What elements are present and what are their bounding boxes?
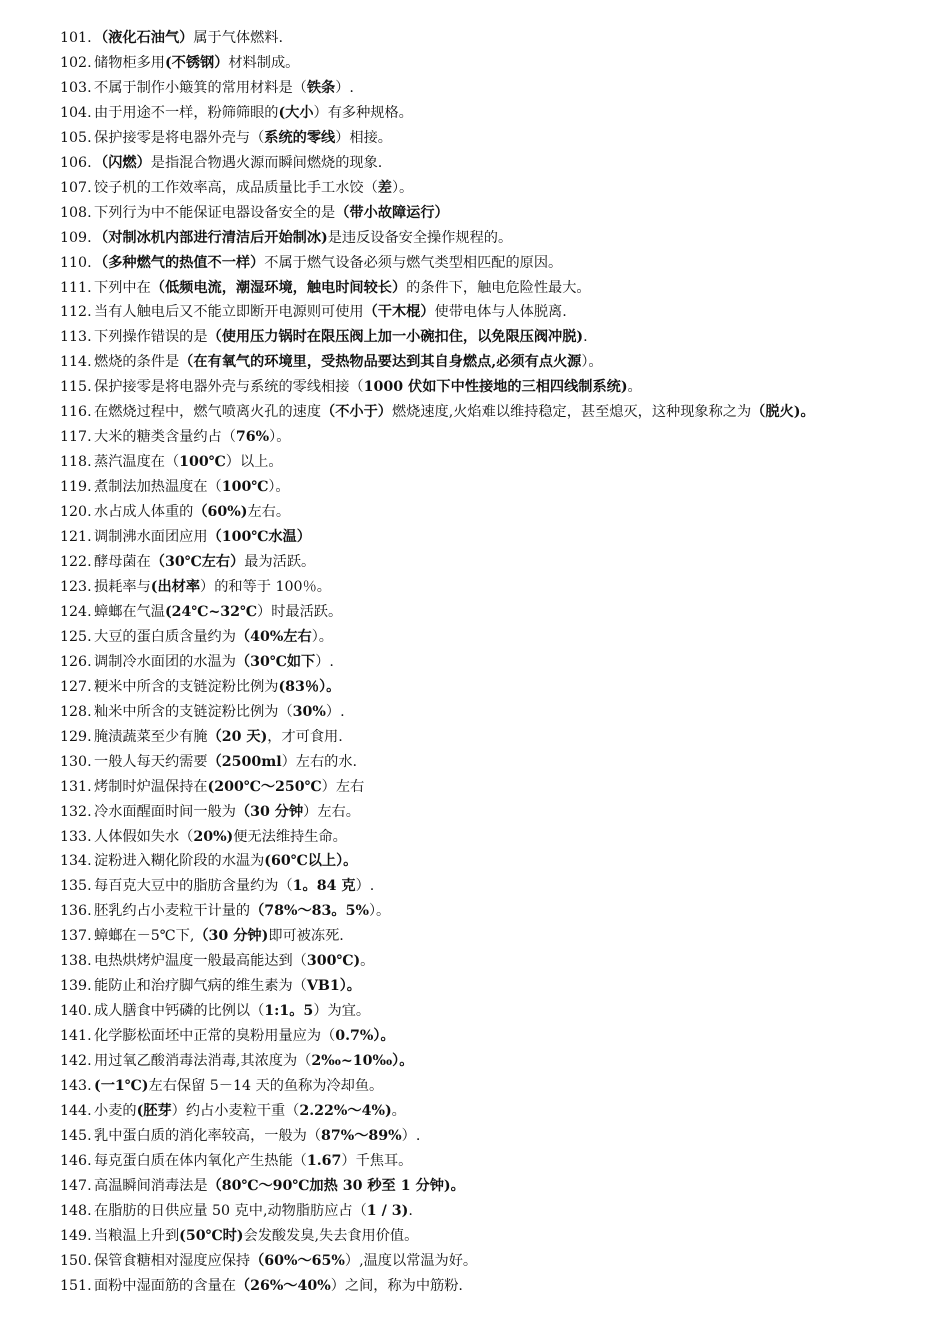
answer-text: （2500ml (207, 753, 282, 770)
question-text: 保管食糖相对湿度应保持 (94, 1252, 251, 1269)
answer-text: （80℃～90℃加热 30 秒至 1 分钟)。 (207, 1177, 465, 1194)
list-item (60, 924, 912, 949)
question-text: 左右。 (247, 504, 291, 521)
question-text: 化学膨松面坯中正常的臭粉用量应为（ (94, 1028, 336, 1045)
question-text: ）。 (269, 429, 291, 446)
item-text (94, 800, 912, 825)
question-text: 不属于制作小簸箕的常用材料是（ (94, 79, 307, 96)
list-item (60, 400, 912, 425)
item-number: 110. (60, 254, 92, 271)
list-item (60, 1024, 912, 1049)
question-text: 由于用途不一样，粉筛筛眼的 (94, 104, 279, 121)
question-text: . (408, 1202, 413, 1219)
question-text: 燃烧速度,火焰难以维持稳定，甚至熄灭，这种现象称之为 (391, 404, 752, 421)
list-item (60, 550, 912, 575)
item-text (94, 874, 912, 899)
question-text: 燃烧的条件是 (94, 354, 180, 371)
list-item (60, 849, 912, 874)
question-text: 水占成人体重的 (94, 504, 194, 521)
question-text: 。 (391, 1102, 406, 1119)
item-text (94, 26, 912, 51)
item-number: 132. (60, 803, 92, 820)
list-item (60, 226, 912, 251)
question-text: 在燃烧过程中，燃气喷离火孔的速度 (94, 404, 322, 421)
question-text: 。 (627, 379, 642, 396)
item-text (94, 1149, 912, 1174)
item-text (94, 750, 912, 775)
answer-text: 76% (235, 429, 270, 446)
question-text: ）以上。 (225, 454, 283, 471)
item-number: 112. (60, 304, 92, 321)
list-item (60, 1249, 912, 1274)
answer-text: （使用压力锅时在限压阀上加一小碗扣住，以免限压阀冲脱) (207, 329, 584, 346)
document-page (60, 26, 912, 1299)
answer-text: （在有氧气的环境里，受热物品要达到其自身燃点,必须有点火源 (179, 354, 582, 371)
question-text: 下列中在 (94, 279, 151, 296)
answer-text: (出材率 (150, 578, 201, 595)
question-text: 保护接零是将电器外壳与（ (94, 129, 265, 146)
item-number: 127. (60, 678, 92, 695)
list-item (60, 151, 912, 176)
item-number: 136. (60, 903, 92, 920)
list-item (60, 101, 912, 126)
item-text (94, 126, 912, 151)
list-item (60, 26, 912, 51)
answer-text: 1.67 (306, 1152, 342, 1169)
question-text: ）左右 (321, 778, 365, 795)
item-text (94, 176, 912, 201)
answer-text: 300℃) (306, 953, 361, 970)
list-item (60, 525, 912, 550)
answer-text: (83％）。 (278, 678, 341, 695)
list-item (60, 1149, 912, 1174)
question-text: 蒸汽温度在（ (94, 454, 180, 471)
item-text (94, 425, 912, 450)
list-item (60, 325, 912, 350)
question-text: 用过氧乙酸消毒法消毒,其浓度为（ (94, 1053, 312, 1070)
item-text (94, 625, 912, 650)
answer-text: （30℃如下 (235, 653, 316, 670)
question-text: 冷水面醒面时间一般为 (94, 803, 236, 820)
answer-text: （低频电流，潮湿环境，触电时间较长） (150, 279, 407, 296)
question-text: 储物柜多用 (94, 54, 165, 71)
answer-text: 1:1。5 (264, 1003, 314, 1020)
question-text: 即可被冻死. (268, 928, 344, 945)
list-item (60, 700, 912, 725)
question-text: 当有人触电后又不能立即断开电源则可使用 (94, 304, 364, 321)
item-text (94, 974, 912, 999)
list-item (60, 176, 912, 201)
question-text: 淀粉进入糊化阶段的水温为 (94, 853, 265, 870)
question-text: 一般人每天约需要 (94, 753, 208, 770)
item-number: 146. (60, 1152, 92, 1169)
question-text: 蟑螂在气温 (94, 603, 165, 620)
answer-text: 2.22%～4%) (299, 1102, 392, 1119)
item-text (94, 1074, 912, 1099)
item-number: 142. (60, 1053, 92, 1070)
item-text (94, 1124, 912, 1149)
question-text: 下列行为中不能保证电器设备安全的是 (94, 204, 336, 221)
item-number: 122. (60, 554, 92, 571)
question-text: 不属于燃气设备必须与燃气类型相匹配的原因。 (264, 254, 563, 271)
question-text: 小麦的 (94, 1102, 137, 1119)
answer-text: （脱火)。 (751, 404, 815, 421)
answer-text: (50℃时) (179, 1227, 244, 1244)
item-number: 150. (60, 1252, 92, 1269)
question-text: ）. (315, 653, 334, 670)
item-number: 124. (60, 603, 92, 620)
answer-text: 铁条 (306, 79, 336, 96)
answer-text: （60%～65% (250, 1252, 345, 1269)
item-text (94, 76, 912, 101)
list-item (60, 475, 912, 500)
question-text: ）的和等于 100％。 (200, 578, 331, 595)
question-text: 每百克大豆中的脂肪含量约为（ (94, 878, 293, 895)
item-text (94, 949, 912, 974)
list-item (60, 300, 912, 325)
question-text: 左右保留 5－14 天的鱼称为冷却鱼。 (148, 1078, 384, 1095)
question-text: ）. (401, 1127, 421, 1144)
item-text (94, 101, 912, 126)
item-text (94, 775, 912, 800)
item-text (94, 151, 912, 176)
item-text (94, 924, 912, 949)
item-text (94, 525, 912, 550)
item-number: 129. (60, 728, 92, 745)
list-item (60, 425, 912, 450)
list-item (60, 650, 912, 675)
item-number: 109. (60, 229, 92, 246)
answer-text: (一1℃) (94, 1078, 149, 1095)
item-number: 144. (60, 1102, 92, 1119)
list-item (60, 450, 912, 475)
list-item (60, 874, 912, 899)
item-text (94, 1174, 912, 1199)
list-item (60, 276, 912, 301)
list-item (60, 575, 912, 600)
question-text: 调制冷水面团的水温为 (94, 653, 236, 670)
answer-text: （40%左右 (235, 628, 312, 645)
item-text (94, 300, 912, 325)
answer-text: （20 天) (207, 728, 268, 745)
item-text (94, 725, 912, 750)
answer-text: 1000 伏如下中性接地的三相四线制系统) (363, 379, 628, 396)
question-text: 腌渍蔬菜至少有腌 (94, 728, 208, 745)
question-text: 饺子机的工作效率高，成品质量比手工水饺（ (94, 179, 378, 196)
list-item (60, 1099, 912, 1124)
item-number: 151. (60, 1277, 92, 1294)
item-text (94, 375, 912, 400)
list-item (60, 625, 912, 650)
answer-text: 系统的零线 (264, 129, 336, 146)
item-number: 148. (60, 1202, 92, 1219)
answer-text: 1。84 克 (292, 878, 356, 895)
question-text: 粳米中所含的支链淀粉比例为 (94, 678, 279, 695)
answer-text: （对制冰机内部进行清洁后开始制冰) (94, 229, 328, 246)
item-text (94, 575, 912, 600)
list-item (60, 201, 912, 226)
question-text: ）。 (581, 354, 603, 371)
list-item (60, 1074, 912, 1099)
answer-text: 0.7%）。 (335, 1028, 395, 1045)
answer-text: 100℃ (179, 454, 226, 471)
list-item (60, 974, 912, 999)
question-text: 下列操作错误的是 (94, 329, 208, 346)
item-text (94, 475, 912, 500)
question-text: 便无法维持生命。 (233, 828, 347, 845)
item-text (94, 350, 912, 375)
list-item (60, 1049, 912, 1074)
list-item (60, 1274, 912, 1299)
question-text: 保护接零是将电器外壳与系统的零线相接（ (94, 379, 364, 396)
item-number: 139. (60, 978, 92, 995)
question-text: ）左右的水. (281, 753, 358, 770)
list-item (60, 500, 912, 525)
list-item (60, 1174, 912, 1199)
question-text: 每克蛋白质在体内氧化产生热能（ (94, 1152, 307, 1169)
question-text: 最为活跃。 (244, 554, 316, 571)
answer-text: (24℃~32℃ (164, 603, 258, 620)
item-number: 102. (60, 54, 92, 71)
item-number: 140. (60, 1003, 92, 1020)
item-number: 105. (60, 129, 92, 146)
question-text: ）,温度以常温为好。 (344, 1252, 478, 1269)
list-item (60, 375, 912, 400)
item-number: 104. (60, 104, 92, 121)
list-item (60, 775, 912, 800)
item-number: 114. (60, 354, 92, 371)
answer-text: （100℃水温） (207, 529, 311, 546)
answer-text: （26%～40% (235, 1277, 331, 1294)
answer-text: 2‰~10‰）。 (311, 1053, 414, 1070)
question-text: 能防止和治疗脚气病的维生素为（ (94, 978, 307, 995)
item-number: 126. (60, 653, 92, 670)
list-item (60, 725, 912, 750)
question-text: 调制沸水面团应用 (94, 529, 208, 546)
item-number: 128. (60, 703, 92, 720)
question-text: 籼米中所含的支链淀粉比例为（ (94, 703, 293, 720)
answer-text: (胚芽 (136, 1102, 172, 1119)
item-number: 133. (60, 828, 92, 845)
item-number: 149. (60, 1227, 92, 1244)
answer-text: （不小于） (321, 404, 392, 421)
answer-text: （78%～83。5% (250, 903, 369, 920)
item-text (94, 251, 912, 276)
question-text: 会发酸发臭,失去食用价值。 (243, 1227, 419, 1244)
answer-text: VB1）。 (306, 978, 361, 995)
question-text: ）。 (311, 628, 333, 645)
question-text: 胚乳约占小麦粒干计量的 (94, 903, 251, 920)
question-text: 煮制法加热温度在（ (94, 479, 222, 496)
question-text: ）时最活跃。 (257, 603, 343, 620)
item-number: 106. (60, 154, 92, 171)
question-text: ）。 (368, 903, 391, 920)
list-item (60, 1199, 912, 1224)
item-text (94, 999, 912, 1024)
list-item (60, 675, 912, 700)
item-number: 118. (60, 454, 92, 471)
question-text: 是指混合物遇火源而瞬间燃烧的现象. (150, 154, 383, 171)
answer-text: (200℃～250℃ (207, 778, 322, 795)
item-text (94, 276, 912, 301)
answer-text: （60%) (193, 504, 248, 521)
answer-text: (大小 (278, 104, 314, 121)
item-number: 103. (60, 79, 92, 96)
question-text: 高温瞬间消毒法是 (94, 1177, 208, 1194)
question-text: 成人膳食中钙磷的比例以（ (94, 1003, 265, 1020)
item-number: 135. (60, 878, 92, 895)
question-text: 当粮温上升到 (94, 1227, 180, 1244)
item-number: 113. (60, 329, 92, 346)
answer-text: （30℃左右） (150, 554, 245, 571)
question-text: 损耗率与 (94, 578, 151, 595)
answer-text: (不锈钢） (164, 54, 229, 71)
item-text (94, 325, 912, 350)
item-text (94, 51, 912, 76)
item-text (94, 450, 912, 475)
item-number: 141. (60, 1028, 92, 1045)
question-text: 。 (360, 953, 375, 970)
question-text: ）约占小麦粒干重（ (171, 1102, 300, 1119)
item-number: 134. (60, 853, 92, 870)
question-text: 的条件下，触电危险性最大。 (406, 279, 591, 296)
question-text: 面粉中湿面筋的含量在 (94, 1277, 236, 1294)
item-text (94, 1274, 912, 1299)
list-item (60, 1224, 912, 1249)
list-item (60, 800, 912, 825)
question-text: 材料制成。 (228, 54, 300, 71)
item-number: 108. (60, 204, 92, 221)
item-number: 120. (60, 504, 92, 521)
item-text (94, 1249, 912, 1274)
item-text (94, 1224, 912, 1249)
answer-text: （干木棍） (363, 304, 435, 321)
item-number: 111. (60, 279, 92, 296)
question-text: ）之间，称为中筋粉. (330, 1277, 463, 1294)
item-text (94, 600, 912, 625)
answer-text: （闪燃） (94, 154, 151, 171)
item-text (94, 825, 912, 850)
question-text: 烤制时炉温保持在 (94, 778, 208, 795)
answer-text: 30% (292, 703, 326, 720)
answer-text: （多种燃气的热值不一样） (94, 254, 265, 271)
item-number: 145. (60, 1127, 92, 1144)
item-text (94, 400, 912, 425)
item-number: 138. (60, 953, 92, 970)
question-text: 是违反设备安全操作规程的。 (327, 229, 513, 246)
question-text: ）。 (391, 179, 414, 196)
list-item (60, 350, 912, 375)
item-number: 147. (60, 1177, 92, 1194)
item-number: 119. (60, 479, 92, 496)
item-number: 143. (60, 1078, 92, 1095)
question-text: . (583, 329, 588, 346)
question-text: 酵母菌在 (94, 554, 151, 571)
item-text (94, 650, 912, 675)
question-text: ，才可食用. (267, 728, 343, 745)
question-text: ）. (335, 79, 354, 96)
item-text (94, 500, 912, 525)
question-text: ）千焦耳。 (341, 1152, 413, 1169)
list-item (60, 750, 912, 775)
answer-text: （液化石油气） (94, 30, 194, 46)
item-text (94, 1099, 912, 1124)
answer-text: （带小故障运行） (335, 204, 449, 221)
question-text: ）. (325, 703, 345, 720)
answer-text: （30 分钟 (235, 803, 304, 820)
list-item (60, 825, 912, 850)
list-item (60, 251, 912, 276)
question-text: ）为宜。 (313, 1003, 371, 1020)
item-number: 131. (60, 778, 92, 795)
answer-text: 差 (377, 179, 392, 196)
question-text: 电热烘烤炉温度一般最高能达到（ (94, 953, 307, 970)
item-text (94, 1199, 912, 1224)
item-number: 123. (60, 578, 92, 595)
item-text (94, 675, 912, 700)
item-text (94, 1024, 912, 1049)
item-text (94, 550, 912, 575)
answer-text: 100℃ (221, 479, 269, 496)
question-text: 在脂肪的日供应量 50 克中,动物脂肪应占（ (94, 1202, 367, 1219)
question-text: ）。 (268, 479, 290, 496)
question-text: 蟑螂在－5℃下, (94, 928, 195, 945)
item-number: 116. (60, 404, 92, 421)
answer-text: （30 分钟) (194, 928, 269, 945)
item-text (94, 849, 912, 874)
item-number: 130. (60, 753, 92, 770)
list-item (60, 899, 912, 924)
item-number: 125. (60, 628, 92, 645)
item-text (94, 201, 912, 226)
list-item (60, 999, 912, 1024)
item-number: 117. (60, 429, 92, 446)
question-text: 乳中蛋白质的消化率较高，一般为（ (94, 1127, 322, 1144)
list-item (60, 51, 912, 76)
item-text (94, 700, 912, 725)
item-text (94, 226, 912, 251)
item-number: 137. (60, 928, 92, 945)
question-text: ）左右。 (303, 803, 360, 820)
list-item (60, 1124, 912, 1149)
answer-text: 20%) (193, 828, 234, 845)
question-text: ）有多种规格。 (313, 104, 413, 121)
question-text: ）相接。 (335, 129, 392, 146)
answer-text: 87%～89% (321, 1127, 402, 1144)
question-text: 人体假如失水（ (94, 828, 194, 845)
answer-text: (60℃以上）。 (264, 853, 358, 870)
question-text: 大米的糖类含量约占（ (94, 429, 236, 446)
list-item (60, 949, 912, 974)
item-number: 121. (60, 529, 92, 546)
list-item (60, 76, 912, 101)
answer-text: 1 / 3) (366, 1202, 409, 1219)
list-item (60, 600, 912, 625)
question-text: 使带电体与人体脱离. (434, 304, 567, 321)
item-number: 101. (60, 30, 92, 46)
list-item (60, 126, 912, 151)
question-text: 属于气体燃料. (193, 30, 283, 46)
item-text (94, 1049, 912, 1074)
item-text (94, 899, 912, 924)
item-number: 115. (60, 379, 92, 396)
question-text: ）. (355, 878, 375, 895)
item-number: 107. (60, 179, 92, 196)
question-text: 大豆的蛋白质含量约为 (94, 628, 236, 645)
